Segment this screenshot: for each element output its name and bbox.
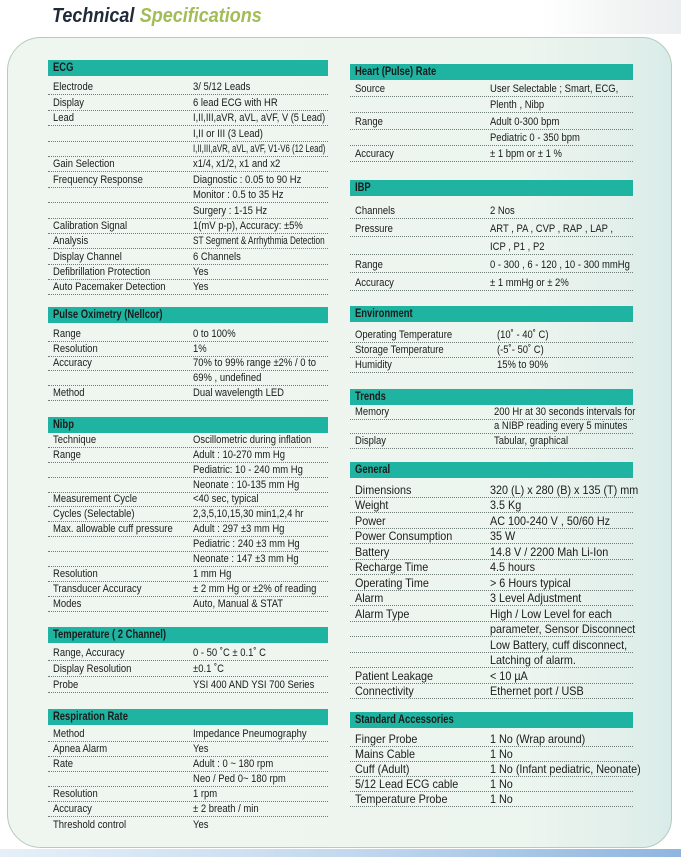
spec-row xyxy=(350,732,633,747)
spec-value: Neonate : 10-135 mm Hg xyxy=(193,478,300,491)
spec-row xyxy=(48,645,328,661)
spec-row xyxy=(48,787,328,802)
spec-value: Yes xyxy=(193,281,209,294)
title-specifications: Specifications xyxy=(139,5,262,27)
spec-row xyxy=(350,622,636,638)
spec-value: Ethernet port / USB xyxy=(490,684,584,698)
spec-value: ± 1 mmHg or ± 2% xyxy=(490,277,569,289)
spec-row xyxy=(350,792,633,807)
spec-label: Recharge Time xyxy=(355,560,429,574)
spec-row xyxy=(350,219,633,237)
spec-value: 1 rpm xyxy=(193,788,218,800)
spec-value: Yes xyxy=(193,743,209,755)
spec-label: Pressure xyxy=(355,223,393,235)
spec-row xyxy=(48,493,328,508)
spec-label: Probe xyxy=(53,679,79,691)
spec-value: Monitor : 0.5 to 35 Hz xyxy=(193,189,284,202)
spec-row xyxy=(48,433,328,448)
spec-value: 14.8 V / 2200 Mah Li-Ion xyxy=(490,544,609,559)
spec-label: Method xyxy=(53,728,85,740)
spec-label: Frequency Response xyxy=(53,173,143,186)
spec-row xyxy=(350,113,633,129)
spec-row xyxy=(48,537,328,552)
spec-row xyxy=(350,575,633,591)
spec-label: Operating Time xyxy=(355,575,429,590)
spec-value: ±0.1 ˚C xyxy=(193,663,224,675)
spec-rows xyxy=(350,732,641,807)
spec-value: Neonate : 147 ±3 mm Hg xyxy=(193,553,299,566)
spec-label: Accuracy xyxy=(355,277,394,289)
spec-label: Humidity xyxy=(355,359,392,371)
spec-rows xyxy=(350,405,636,449)
spec-label: Measurement Cycle xyxy=(53,493,138,506)
section-heading: Environment xyxy=(355,308,413,320)
spec-row xyxy=(48,265,328,280)
spec-value: 69% , undefined xyxy=(193,372,262,385)
spec-label: Max. allowable cuff pressure xyxy=(53,523,173,536)
spec-row xyxy=(350,513,633,529)
right-column xyxy=(350,0,641,857)
spec-value: parameter, Sensor Disconnect xyxy=(490,622,636,636)
spec-value: YSI 400 AND YSI 700 Series xyxy=(193,679,315,691)
spec-value: 320 (L) x 280 (B) x 135 (T) mm xyxy=(490,482,639,497)
spec-row xyxy=(48,677,328,693)
spec-value: Adult 0-300 bpm xyxy=(490,115,560,128)
section-heading: General xyxy=(355,464,391,476)
spec-row xyxy=(48,727,328,742)
section-heading-bar xyxy=(48,307,328,323)
spec-row xyxy=(48,448,328,463)
spec-label: Apnea Alarm xyxy=(53,743,108,755)
spec-row xyxy=(350,328,633,343)
section-heading-bar xyxy=(48,60,328,76)
spec-label: Patient Leakage xyxy=(355,668,434,683)
spec-section-temperature-2-channel xyxy=(48,627,328,693)
spec-label: Resolution xyxy=(53,567,98,580)
spec-value: 3.5 Kg xyxy=(490,498,522,512)
spec-label: Finger Probe xyxy=(355,732,418,746)
section-heading-bar xyxy=(350,462,633,478)
spec-row xyxy=(48,142,328,157)
spec-value: ± 2 breath / min xyxy=(193,803,259,815)
spec-row xyxy=(48,126,328,141)
spec-row xyxy=(48,597,328,612)
spec-value: 3/ 5/12 Leads xyxy=(193,81,251,94)
spec-row xyxy=(350,560,633,576)
spec-label: Power Consumption xyxy=(355,529,453,543)
spec-row xyxy=(350,684,633,700)
spec-section-trends xyxy=(350,389,636,449)
spec-label: Alarm Type xyxy=(355,606,410,621)
spec-value: > 6 Hours typical xyxy=(490,575,571,590)
spec-row xyxy=(350,343,633,358)
spec-section-general xyxy=(350,462,639,699)
spec-value: 1% xyxy=(193,342,207,355)
spec-value: I,II,III,aVR, aVL, aVF, V1-V6 (12 Lead) xyxy=(193,142,326,155)
spec-row xyxy=(48,219,328,234)
spec-label: Battery xyxy=(355,544,390,559)
spec-value: Adult : 0 ~ 180 rpm xyxy=(193,758,274,770)
spec-label: Analysis xyxy=(53,235,89,248)
spec-label: Range, Accuracy xyxy=(53,647,125,659)
spec-value: 0 to 100% xyxy=(193,327,236,340)
spec-row xyxy=(48,157,328,172)
spec-label: Accuracy xyxy=(355,147,394,160)
spec-row xyxy=(350,606,633,622)
spec-section-ecg xyxy=(48,60,328,295)
spec-rows xyxy=(48,80,328,295)
section-heading: Pulse Oximetry (Nellcor) xyxy=(53,309,163,321)
spec-label: Operating Temperature xyxy=(355,329,453,341)
spec-label: Alarm xyxy=(355,591,384,605)
spec-label: Accuracy xyxy=(53,357,92,370)
section-heading: ECG xyxy=(53,62,74,74)
spec-value: ± 2 mm Hg or ±2% of reading xyxy=(193,582,317,595)
spec-value: Pediatric : 240 ±3 mm Hg xyxy=(193,538,300,551)
spec-value: 0 - 50 ˚C ± 0.1˚ C xyxy=(193,647,267,659)
spec-value: 3 Level Adjustment xyxy=(490,591,582,605)
spec-row xyxy=(48,327,328,342)
section-heading: Temperature ( 2 Channel) xyxy=(53,629,167,641)
spec-row xyxy=(48,342,328,357)
spec-label: Electrode xyxy=(53,81,93,94)
spec-label: Rate xyxy=(53,758,73,770)
spec-label: Accuracy xyxy=(53,803,92,815)
section-heading-bar xyxy=(350,389,633,405)
spec-value: 200 Hr at 30 seconds intervals for xyxy=(494,405,636,418)
spec-value: 1 No (Wrap around) xyxy=(490,732,586,746)
spec-section-standard-accessories xyxy=(350,712,641,807)
spec-value: Low Battery, cuff disconnect, xyxy=(490,637,628,652)
spec-row xyxy=(48,203,328,218)
spec-value: Auto, Manual & STAT xyxy=(193,597,284,610)
spec-value: Tabular, graphical xyxy=(494,434,569,447)
spec-value: High / Low Level for each xyxy=(490,606,612,621)
spec-row xyxy=(48,522,328,537)
spec-label: Threshold control xyxy=(53,819,127,831)
spec-value: ST Segment & Arrhythmia Detection xyxy=(193,235,325,248)
spec-value: 70% to 99% range ±2% / 0 to xyxy=(193,357,317,370)
spec-row xyxy=(48,772,328,787)
spec-rows xyxy=(48,327,328,401)
spec-row xyxy=(350,482,639,498)
spec-row xyxy=(350,434,633,449)
section-heading: Nibp xyxy=(53,419,74,431)
spec-value: 15% to 90% xyxy=(497,359,549,371)
spec-value: 0 - 300 , 6 - 120 , 10 - 300 mmHg xyxy=(490,259,630,271)
spec-label: Gain Selection xyxy=(53,158,115,171)
spec-value: 1(mV p-p), Accuracy: ±5% xyxy=(193,219,303,232)
spec-value: I,II,III,aVR, aVL, aVF, V (5 Lead) xyxy=(193,112,326,125)
spec-value: a NIBP reading every 5 minutes xyxy=(494,420,628,432)
spec-section-nibp xyxy=(48,417,328,612)
spec-row xyxy=(350,358,633,373)
spec-value: 35 W xyxy=(490,529,516,543)
spec-row xyxy=(350,668,633,684)
spec-section-pulse-oximetry-nellcor xyxy=(48,307,328,401)
spec-row xyxy=(48,757,328,772)
spec-value: Adult : 297 ±3 mm Hg xyxy=(193,523,285,536)
spec-value: Latching of alarm. xyxy=(490,653,576,667)
left-column xyxy=(48,0,328,857)
spec-value: I,II or III (3 Lead) xyxy=(193,127,263,140)
spec-row xyxy=(48,172,328,187)
spec-label: Cuff (Adult) xyxy=(355,762,410,776)
spec-value: 6 Channels xyxy=(193,250,241,263)
spec-row xyxy=(48,567,328,582)
spec-row xyxy=(350,97,633,113)
spec-value: User Selectable ; Smart, ECG, xyxy=(490,83,619,96)
spec-value: Oscillometric during inflation xyxy=(193,433,312,446)
spec-label: Power xyxy=(355,513,386,528)
spec-rows xyxy=(350,201,633,291)
spec-label: Resolution xyxy=(53,788,98,800)
spec-value: <40 sec, typical xyxy=(193,493,259,506)
spec-label: Connectivity xyxy=(355,684,414,698)
spec-value: 1 mm Hg xyxy=(193,567,232,580)
spec-row xyxy=(48,249,328,264)
section-heading-bar xyxy=(350,64,633,80)
spec-value: Impedance Pneumography xyxy=(193,728,307,740)
spec-row xyxy=(48,463,328,478)
section-heading-bar xyxy=(48,417,328,433)
spec-section-heart-pulse-rate xyxy=(350,64,633,162)
spec-row xyxy=(48,661,328,677)
spec-label: Memory xyxy=(355,405,390,418)
spec-row xyxy=(48,742,328,757)
spec-value: 1 No xyxy=(490,747,513,761)
spec-label: Weight xyxy=(355,498,389,512)
spec-row xyxy=(350,405,636,420)
spec-label: Method xyxy=(53,386,85,399)
spec-value: 4.5 hours xyxy=(490,560,536,574)
spec-rows xyxy=(350,328,633,373)
spec-row xyxy=(350,591,633,607)
section-heading-bar xyxy=(48,709,328,725)
spec-row xyxy=(350,273,633,291)
spec-value: Pediatric: 10 - 240 mm Hg xyxy=(193,463,303,476)
spec-value: 2,3,5,10,15,30 min1,2,4 hr xyxy=(193,508,304,521)
spec-value: 2 Nos xyxy=(490,205,515,217)
spec-value: Surgery : 1-15 Hz xyxy=(193,204,268,217)
spec-label: Range xyxy=(355,115,383,128)
spec-value: Yes xyxy=(193,266,209,279)
spec-rows xyxy=(350,81,633,162)
spec-label: Storage Temperature xyxy=(355,344,444,356)
spec-label: Calibration Signal xyxy=(53,219,128,232)
spec-label: Auto Pacemaker Detection xyxy=(53,281,166,294)
spec-label: 5/12 Lead ECG cable xyxy=(355,777,459,791)
spec-label: Range xyxy=(53,448,81,461)
spec-row xyxy=(350,762,641,777)
spec-rows xyxy=(48,433,328,612)
spec-label: Channels xyxy=(355,205,395,217)
spec-value: AC 100-240 V , 50/60 Hz xyxy=(490,513,611,528)
spec-row xyxy=(48,280,328,295)
spec-value: Neo / Ped 0~ 180 rpm xyxy=(193,773,286,785)
spec-label: Cycles (Selectable) xyxy=(53,508,135,521)
spec-section-respiration-rate xyxy=(48,709,328,832)
spec-label: Transducer Accuracy xyxy=(53,582,142,595)
spec-row xyxy=(350,637,633,653)
spec-value: < 10 µA xyxy=(490,668,528,683)
spec-label: Display Channel xyxy=(53,250,122,263)
spec-row xyxy=(48,386,328,401)
spec-row xyxy=(48,552,328,567)
spec-value: Diagnostic : 0.05 to 90 Hz xyxy=(193,173,302,186)
spec-row xyxy=(48,188,328,203)
spec-value: 1 No xyxy=(490,792,513,806)
spec-value: Pediatric 0 - 350 bpm xyxy=(490,131,580,144)
spec-value: (-5˚- 50˚ C) xyxy=(497,344,544,356)
spec-value: x1/4, x1/2, x1 and x2 xyxy=(193,158,281,171)
section-heading: Trends xyxy=(355,391,386,403)
spec-row xyxy=(48,802,328,817)
spec-label: Range xyxy=(355,259,383,271)
spec-row xyxy=(350,201,633,219)
spec-label: Dimensions xyxy=(355,482,412,497)
spec-label: Display xyxy=(53,96,85,109)
spec-label: Modes xyxy=(53,597,82,610)
spec-row xyxy=(350,420,633,435)
spec-value: ART , PA , CVP , RAP , LAP , xyxy=(490,223,614,235)
spec-row xyxy=(48,817,328,832)
spec-row xyxy=(48,234,328,249)
spec-value: Dual wavelength LED xyxy=(193,386,284,399)
spec-section-ibp xyxy=(350,180,633,291)
spec-label: Lead xyxy=(53,112,75,125)
section-heading: IBP xyxy=(355,182,371,194)
spec-value: 6 lead ECG with HR xyxy=(193,96,278,109)
spec-row xyxy=(350,777,633,792)
spec-row xyxy=(350,544,633,560)
spec-row xyxy=(350,130,633,146)
spec-row xyxy=(48,478,328,493)
section-heading-bar xyxy=(48,627,328,643)
spec-label: Resolution xyxy=(53,342,98,355)
spec-row xyxy=(350,653,633,669)
spec-value: ± 1 bpm or ± 1 % xyxy=(490,147,562,160)
spec-row xyxy=(350,81,633,97)
spec-row xyxy=(48,111,328,126)
spec-label: Display Resolution xyxy=(53,663,132,675)
spec-row xyxy=(48,371,328,386)
spec-value: 1 No xyxy=(490,777,513,791)
spec-row xyxy=(48,80,328,95)
spec-row xyxy=(350,498,633,514)
spec-row xyxy=(48,95,328,110)
spec-row xyxy=(48,582,328,597)
section-heading-bar xyxy=(350,306,633,322)
spec-label: Mains Cable xyxy=(355,747,416,761)
section-heading: Heart (Pulse) Rate xyxy=(355,66,437,78)
spec-label: Source xyxy=(355,83,385,96)
title-technical: Technical xyxy=(52,5,135,27)
spec-row xyxy=(48,357,328,372)
spec-row xyxy=(350,146,633,162)
spec-value: Adult : 10-270 mm Hg xyxy=(193,448,286,461)
section-heading: Standard Accessories xyxy=(355,714,454,726)
spec-section-environment xyxy=(350,306,633,373)
section-heading: Respiration Rate xyxy=(53,711,128,723)
spec-row xyxy=(350,237,633,255)
spec-row xyxy=(350,529,633,545)
spec-rows xyxy=(350,482,639,699)
section-heading-bar xyxy=(350,712,633,728)
spec-label: Defibrillation Protection xyxy=(53,266,151,279)
spec-value: 1 No (Infant pediatric, Neonate) xyxy=(490,762,641,776)
spec-label: Temperature Probe xyxy=(355,792,448,806)
spec-rows xyxy=(48,645,328,693)
spec-value: ICP , P1 , P2 xyxy=(490,241,545,253)
spec-value: Plenth , Nibp xyxy=(490,99,545,112)
spec-row xyxy=(350,747,633,762)
spec-value: Yes xyxy=(193,819,209,831)
spec-row xyxy=(48,507,328,522)
spec-rows xyxy=(48,727,328,832)
spec-value: (10˚ - 40˚ C) xyxy=(497,329,549,341)
spec-label: Range xyxy=(53,327,81,340)
spec-label: Technique xyxy=(53,433,97,446)
section-heading-bar xyxy=(350,180,633,196)
spec-label: Display xyxy=(355,434,387,447)
spec-row xyxy=(350,255,633,273)
